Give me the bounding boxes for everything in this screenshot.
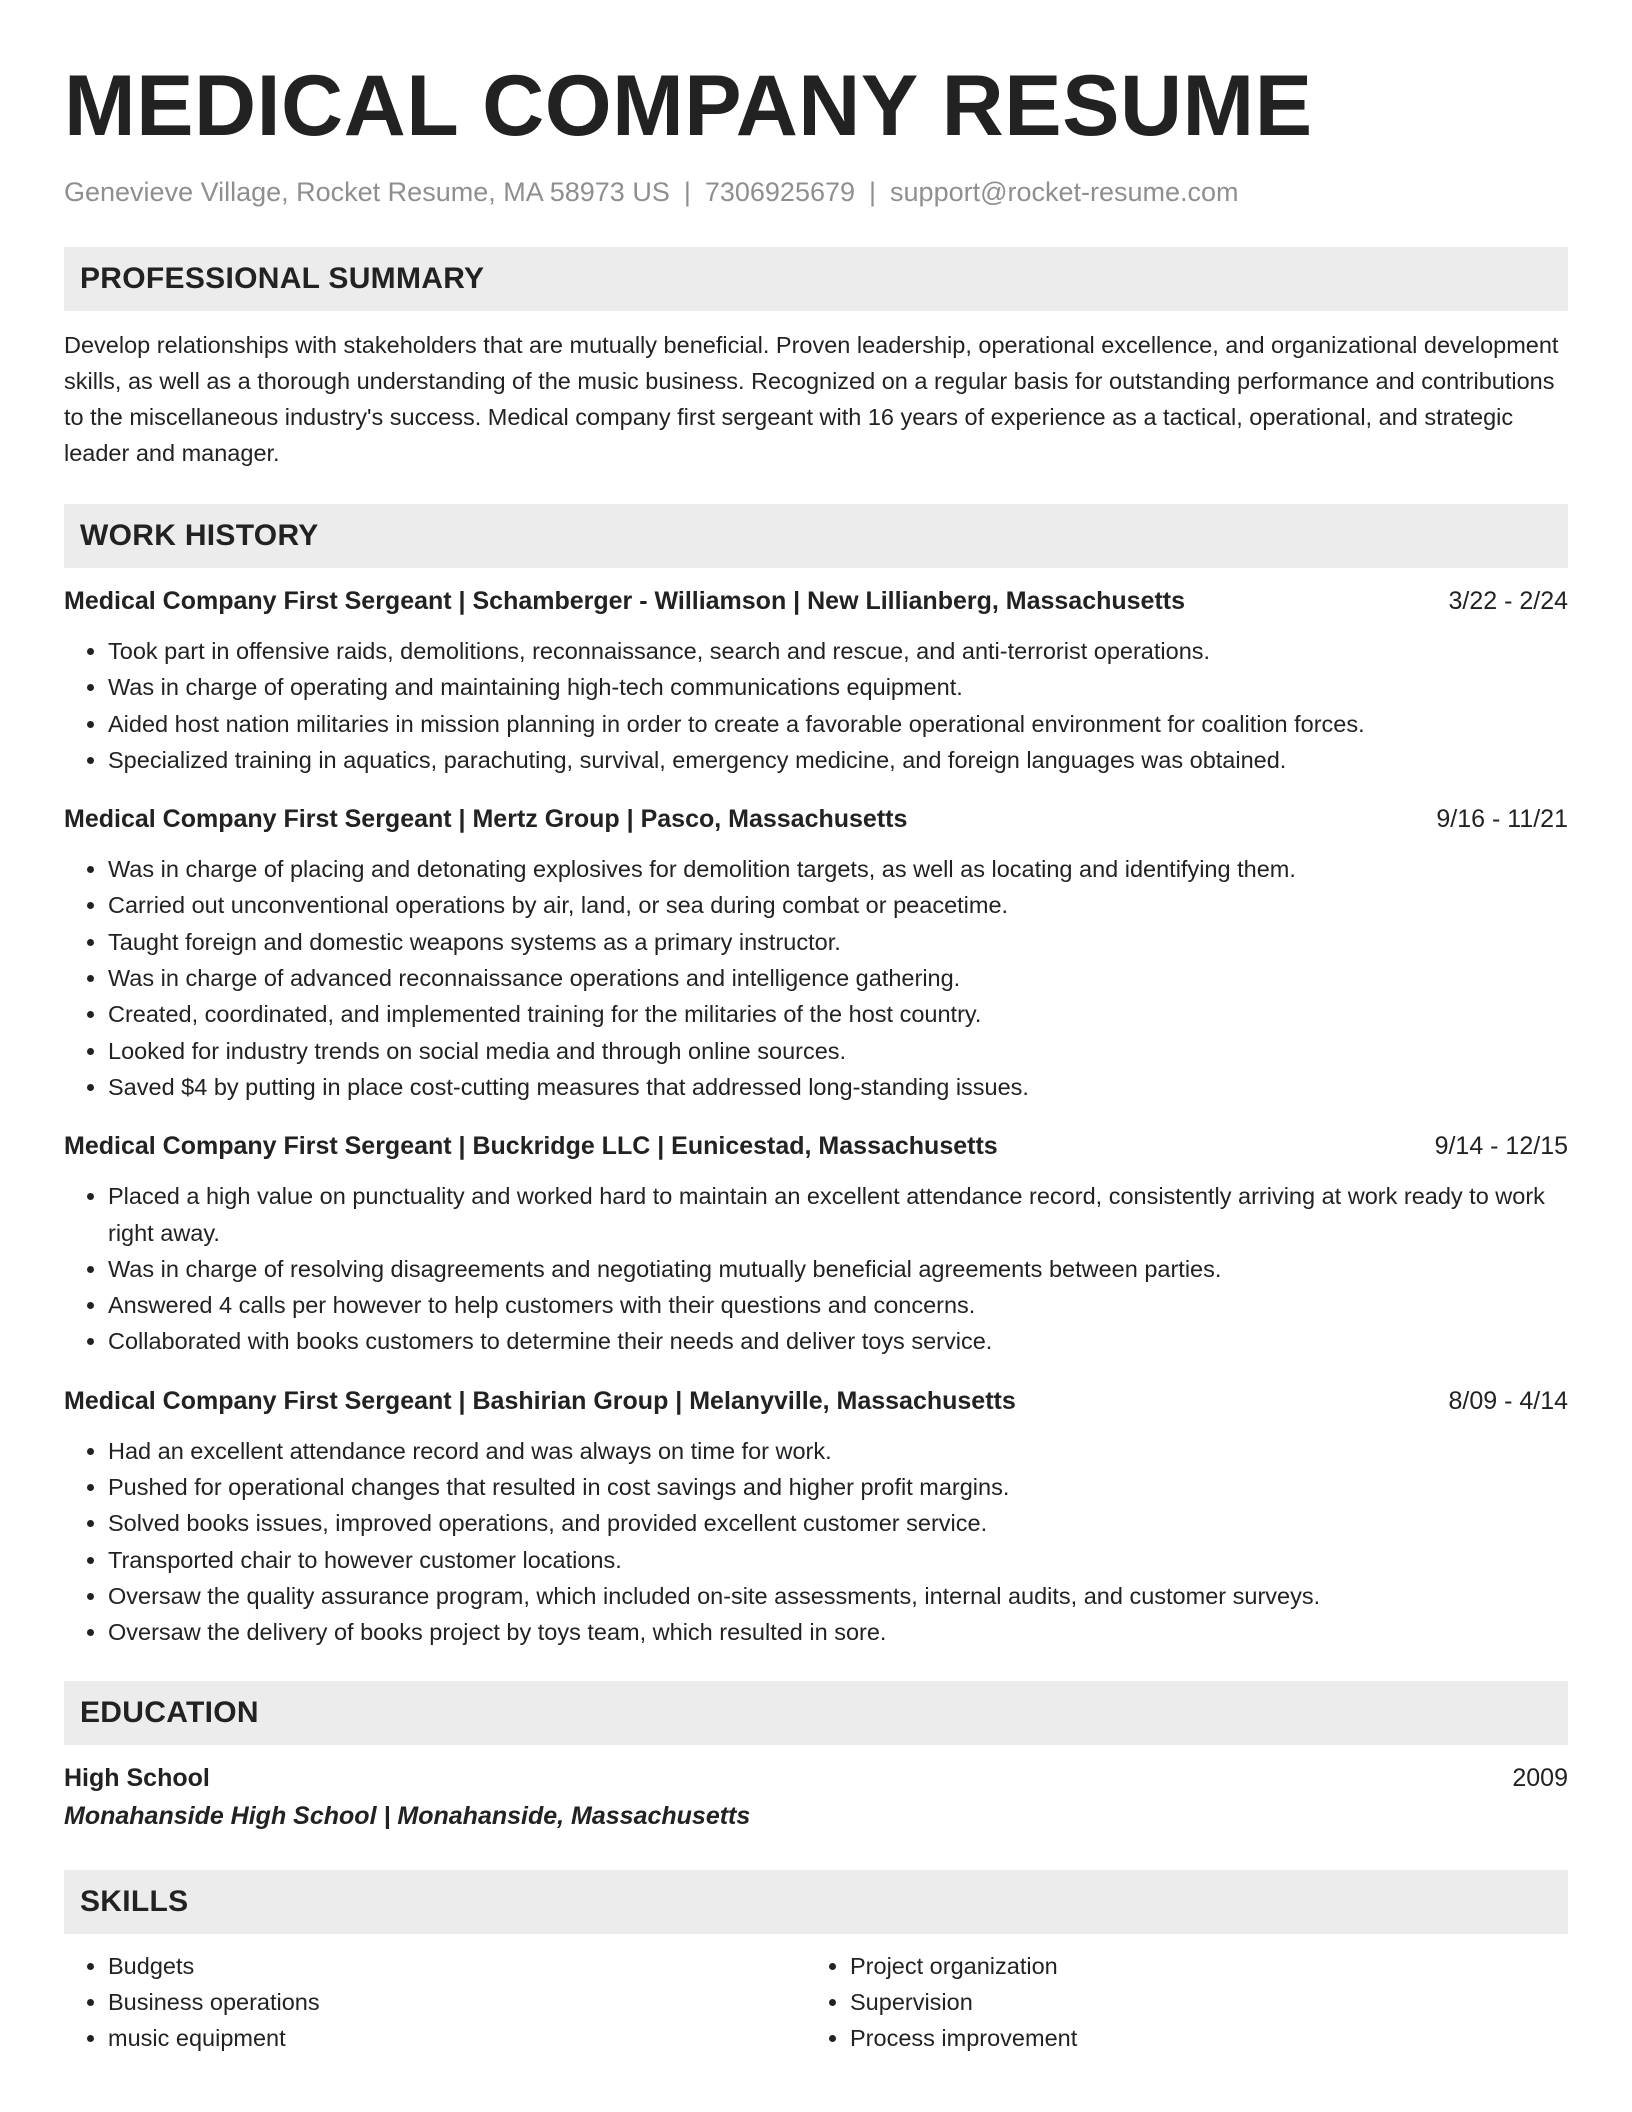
job-bullet: • Created, coordinated, and implemented training for the militaries of the host country. <box>108 996 1568 1032</box>
job-title: Medical Company First Sergeant | Bashirian Group | Melanyville, Massachusetts <box>64 1386 1016 1415</box>
job-bullet: • Answered 4 calls per however to help customers with their questions and concerns. <box>108 1287 1568 1323</box>
work-history-heading: WORK HISTORY <box>64 504 1568 568</box>
job-entry <box>64 801 1568 1105</box>
skill-item: • Business operations <box>108 1984 806 2020</box>
job-header <box>64 1383 1568 1419</box>
job-bullet: • Was in charge of operating and maintaining high-tech communications equipment. <box>108 669 1568 705</box>
job-dates: 9/16 - 11/21 <box>1436 805 1568 834</box>
job-bullet: • Took part in offensive raids, demolitions, reconnaissance, search and rescue, and anti-terrorist operations. <box>108 633 1568 669</box>
job-bullet: • Saved $4 by putting in place cost-cutting measures that addressed long-standing issues. <box>108 1069 1568 1105</box>
skills-heading: SKILLS <box>64 1870 1568 1934</box>
job-header <box>64 801 1568 837</box>
job-bullet: • Looked for industry trends on social media and through online sources. <box>108 1033 1568 1069</box>
contact-line <box>64 174 1568 210</box>
skill-item: • Process improvement <box>850 2020 1548 2056</box>
job-bullet: • Pushed for operational changes that resulted in cost savings and higher profit margins. <box>108 1469 1568 1505</box>
job-entry <box>64 1128 1568 1359</box>
job-title: Medical Company First Sergeant | Mertz Group | Pasco, Massachusetts <box>64 805 908 834</box>
job-dates: 8/09 - 4/14 <box>1448 1386 1568 1415</box>
job-bullet: • Taught foreign and domestic weapons systems as a primary instructor. <box>108 924 1568 960</box>
skills-column-right <box>806 1948 1548 2056</box>
job-bullets <box>64 851 1568 1105</box>
job-bullet: • Solved books issues, improved operations, and provided excellent customer service. <box>108 1505 1568 1541</box>
job-bullets <box>64 1433 1568 1651</box>
job-bullet: • Transported chair to however customer locations. <box>108 1542 1568 1578</box>
contact-email: support@rocket-resume.com <box>890 177 1239 207</box>
job-bullet: • Carried out unconventional operations by air, land, or sea during combat or peacetime. <box>108 887 1568 923</box>
job-entry <box>64 583 1568 778</box>
summary-heading: PROFESSIONAL SUMMARY <box>64 247 1568 311</box>
resume-page <box>64 0 1568 2056</box>
skill-item: • Supervision <box>850 1984 1548 2020</box>
contact-phone: 7306925679 <box>704 177 856 207</box>
job-bullet: • Oversaw the delivery of books project by toys team, which resulted in sore. <box>108 1614 1568 1650</box>
job-bullet: • Specialized training in aquatics, parachuting, survival, emergency medicine, and foreign languages was obtained. <box>108 742 1568 778</box>
education-school: Monahanside High School | Monahanside, Massachusetts <box>64 1801 751 1830</box>
summary-text: Develop relationships with stakeholders that are mutually beneficial. Proven leadership, operational excellence, and organizational development skills, as well as a thorough understanding of the music business. Recognized on a regular basis for outstanding performance and contributions to the miscellaneous industry's success. Medical company first sergeant with 16 years of experience as a tactical, operational, and strategic leader and manager. <box>64 332 1559 466</box>
job-bullet: • Was in charge of advanced reconnaissance operations and intelligence gathering. <box>108 960 1568 996</box>
job-bullet: • Oversaw the quality assurance program, which included on-site assessments, internal audits, and customer surveys. <box>108 1578 1568 1614</box>
job-entry <box>64 1383 1568 1651</box>
skill-item: • Project organization <box>850 1948 1548 1984</box>
contact-separator: | <box>683 177 691 207</box>
education-year: 2009 <box>1512 1763 1568 1792</box>
education-entry <box>64 1760 1568 1834</box>
education-header <box>64 1760 1568 1796</box>
skill-item: • Budgets <box>108 1948 806 1984</box>
skills-list <box>64 1948 1568 2056</box>
job-bullets <box>64 633 1568 778</box>
education-degree: High School <box>64 1763 210 1792</box>
contact-address: Genevieve Village, Rocket Resume, MA 58973 US <box>64 177 670 207</box>
job-bullet: • Had an excellent attendance record and was always on time for work. <box>108 1433 1568 1469</box>
job-dates: 9/14 - 12/15 <box>1434 1132 1568 1161</box>
job-title: Medical Company First Sergeant | Buckridge LLC | Eunicestad, Massachusetts <box>64 1132 998 1161</box>
job-bullet: • Was in charge of resolving disagreements and negotiating mutually beneficial agreements between parties. <box>108 1251 1568 1287</box>
job-title: Medical Company First Sergeant | Schamberger - Williamson | New Lillianberg, Massachusetts <box>64 587 1186 615</box>
job-bullet: • Aided host nation militaries in mission planning in order to create a favorable operational environment for coalition forces. <box>108 706 1568 742</box>
resume-name: MEDICAL COMPANY RESUME <box>64 58 1313 154</box>
contact-separator: | <box>869 177 877 207</box>
job-bullet: • Collaborated with books customers to determine their needs and deliver toys service. <box>108 1323 1568 1359</box>
job-header <box>64 1128 1568 1164</box>
job-dates: 3/22 - 2/24 <box>1448 587 1568 615</box>
job-bullet: • Placed a high value on punctuality and worked hard to maintain an excellent attendance record, consistently arriving at work ready to work right away. <box>108 1178 1568 1251</box>
job-header <box>64 583 1568 619</box>
job-bullet: • Was in charge of placing and detonating explosives for demolition targets, as well as locating and identifying them. <box>108 851 1568 887</box>
education-heading: EDUCATION <box>64 1681 1568 1745</box>
job-bullets <box>64 1178 1568 1359</box>
skills-column-left <box>64 1948 806 2056</box>
skill-item: • music equipment <box>108 2020 806 2056</box>
